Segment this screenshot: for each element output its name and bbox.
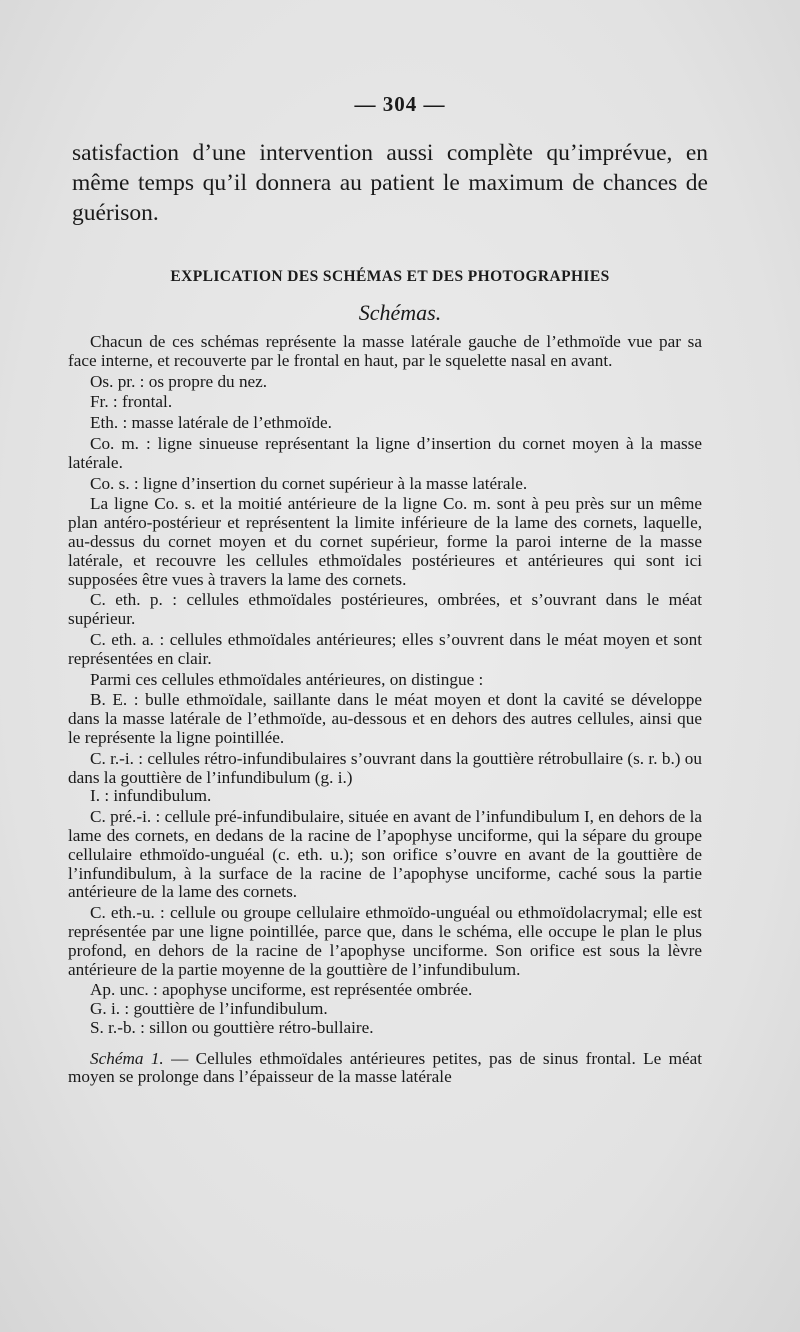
legend-entry: C. eth. p. : cellules ethmoïdales postérieures, ombrées, et s’ouvrant dans le méat supérieur. — [68, 590, 702, 629]
legend-entry: G. i. : gouttière de l’infundibulum. — [90, 999, 328, 1019]
legend-entry: I. : infundibulum. — [90, 786, 212, 806]
subsection-title: Schémas. — [358, 300, 442, 325]
legend-entry: C. r.-i. : cellules rétro-infundibulaires s’ouvrant dans la gouttière rétrobullaire (s. r. b.) ou dans la gouttière de l’infundibulum (g. i.) — [68, 748, 702, 787]
legend-entry: Co. s. : ligne d’insertion du cornet supérieur à la masse latérale. — [90, 473, 528, 493]
legend-entry: Ap. unc. : apophyse unciforme, est représentée ombrée. — [90, 980, 473, 1000]
legend-entry: Os. pr. : os propre du nez. — [90, 371, 268, 391]
legend-entry: B. E. : bulle ethmoïdale, saillante dans le méat moyen et dont la cavité se développe dans la masse latérale de l’ethmoïde, au-dessous et en dehors des autres cellules, ainsi que le représente la ligne pointillée. — [68, 690, 702, 747]
legend-entry: Eth. : masse latérale de l’ethmoïde. — [90, 413, 332, 433]
legend-paragraph: Chacun de ces schémas représente la masse latérale gauche de l’ethmoïde vue par sa face interne, et recouverte par le frontal en haut, par le squelette nasal en avant. — [68, 332, 702, 370]
legend-entry: S. r.-b. : sillon ou gouttière rétro-bullaire. — [90, 1017, 374, 1037]
legend-entry: C. eth. a. : cellules ethmoïdales antérieures; elles s’ouvrent dans le méat moyen et sont représentées en clair. — [68, 629, 702, 668]
schema-1-label: Schéma 1. — [90, 1048, 164, 1068]
legend-entry: Fr. : frontal. — [90, 392, 173, 412]
legend-entry: C. pré.-i. : cellule pré-infundibulaire, située en avant de l’infundibulum I, en dehors de la lame des cornets, en dedans de la racine de l’apophyse unciforme, qui la sépare du groupe cellulaire ethmoïdo-unguéal (c. eth. u.); son orifice s’ouvre en avant de la gouttière de l’infundibulum, à la surface de la racine de l’apophyse unciforme, caché sous la partie antérieure de la lame des cornets. — [68, 807, 702, 902]
schema-1-text: — Cellules ethmoïdales antérieures petites, pas de sinus frontal. Le méat moyen se prolonge dans l’épaisseur de la masse latérale — [68, 1048, 703, 1087]
page-number: — 304 — — [354, 92, 446, 116]
intro-paragraph: satisfaction d’une intervention aussi complète qu’imprévue, en même temps qu’il donnera au patient le maximum de chances de guérison. — [72, 140, 708, 226]
section-title: EXPLICATION DES SCHÉMAS ET DES PHOTOGRAPHIES — [170, 268, 610, 285]
legend-entry: Co. m. : ligne sinueuse représentant la ligne d’insertion du cornet moyen à la masse latérale. — [68, 433, 702, 472]
legend-body — [68, 333, 702, 1087]
legend-paragraph: Parmi ces cellules ethmoïdales antérieures, on distingue : — [90, 669, 484, 689]
schema-1-paragraph — [68, 1050, 702, 1088]
legend-entry: C. eth.-u. : cellule ou groupe cellulaire ethmoïdo-unguéal ou ethmoïdolacrymal; elle est représentée par une ligne pointillée, parce que, dans le schéma, elle occupe le plan le plus profond, en dehors de la racine de l’apophyse unciforme. Son orifice est sous la lèvre antérieure de la partie moyenne de la gouttière de l’infundibulum. — [68, 903, 702, 979]
legend-paragraph: La ligne Co. s. et la moitié antérieure de la ligne Co. m. sont à peu près sur un même plan antéro-postérieur et représentent la limite inférieure de la lame des cornets, laquelle, au-dessus du cornet moyen et du cornet supérieur, forme la paroi interne de la masse latérale, et recouvre les cellules ethmoïdales postérieures et antérieures qui sont ici supposées être vues à travers la lame des cornets. — [68, 494, 702, 589]
